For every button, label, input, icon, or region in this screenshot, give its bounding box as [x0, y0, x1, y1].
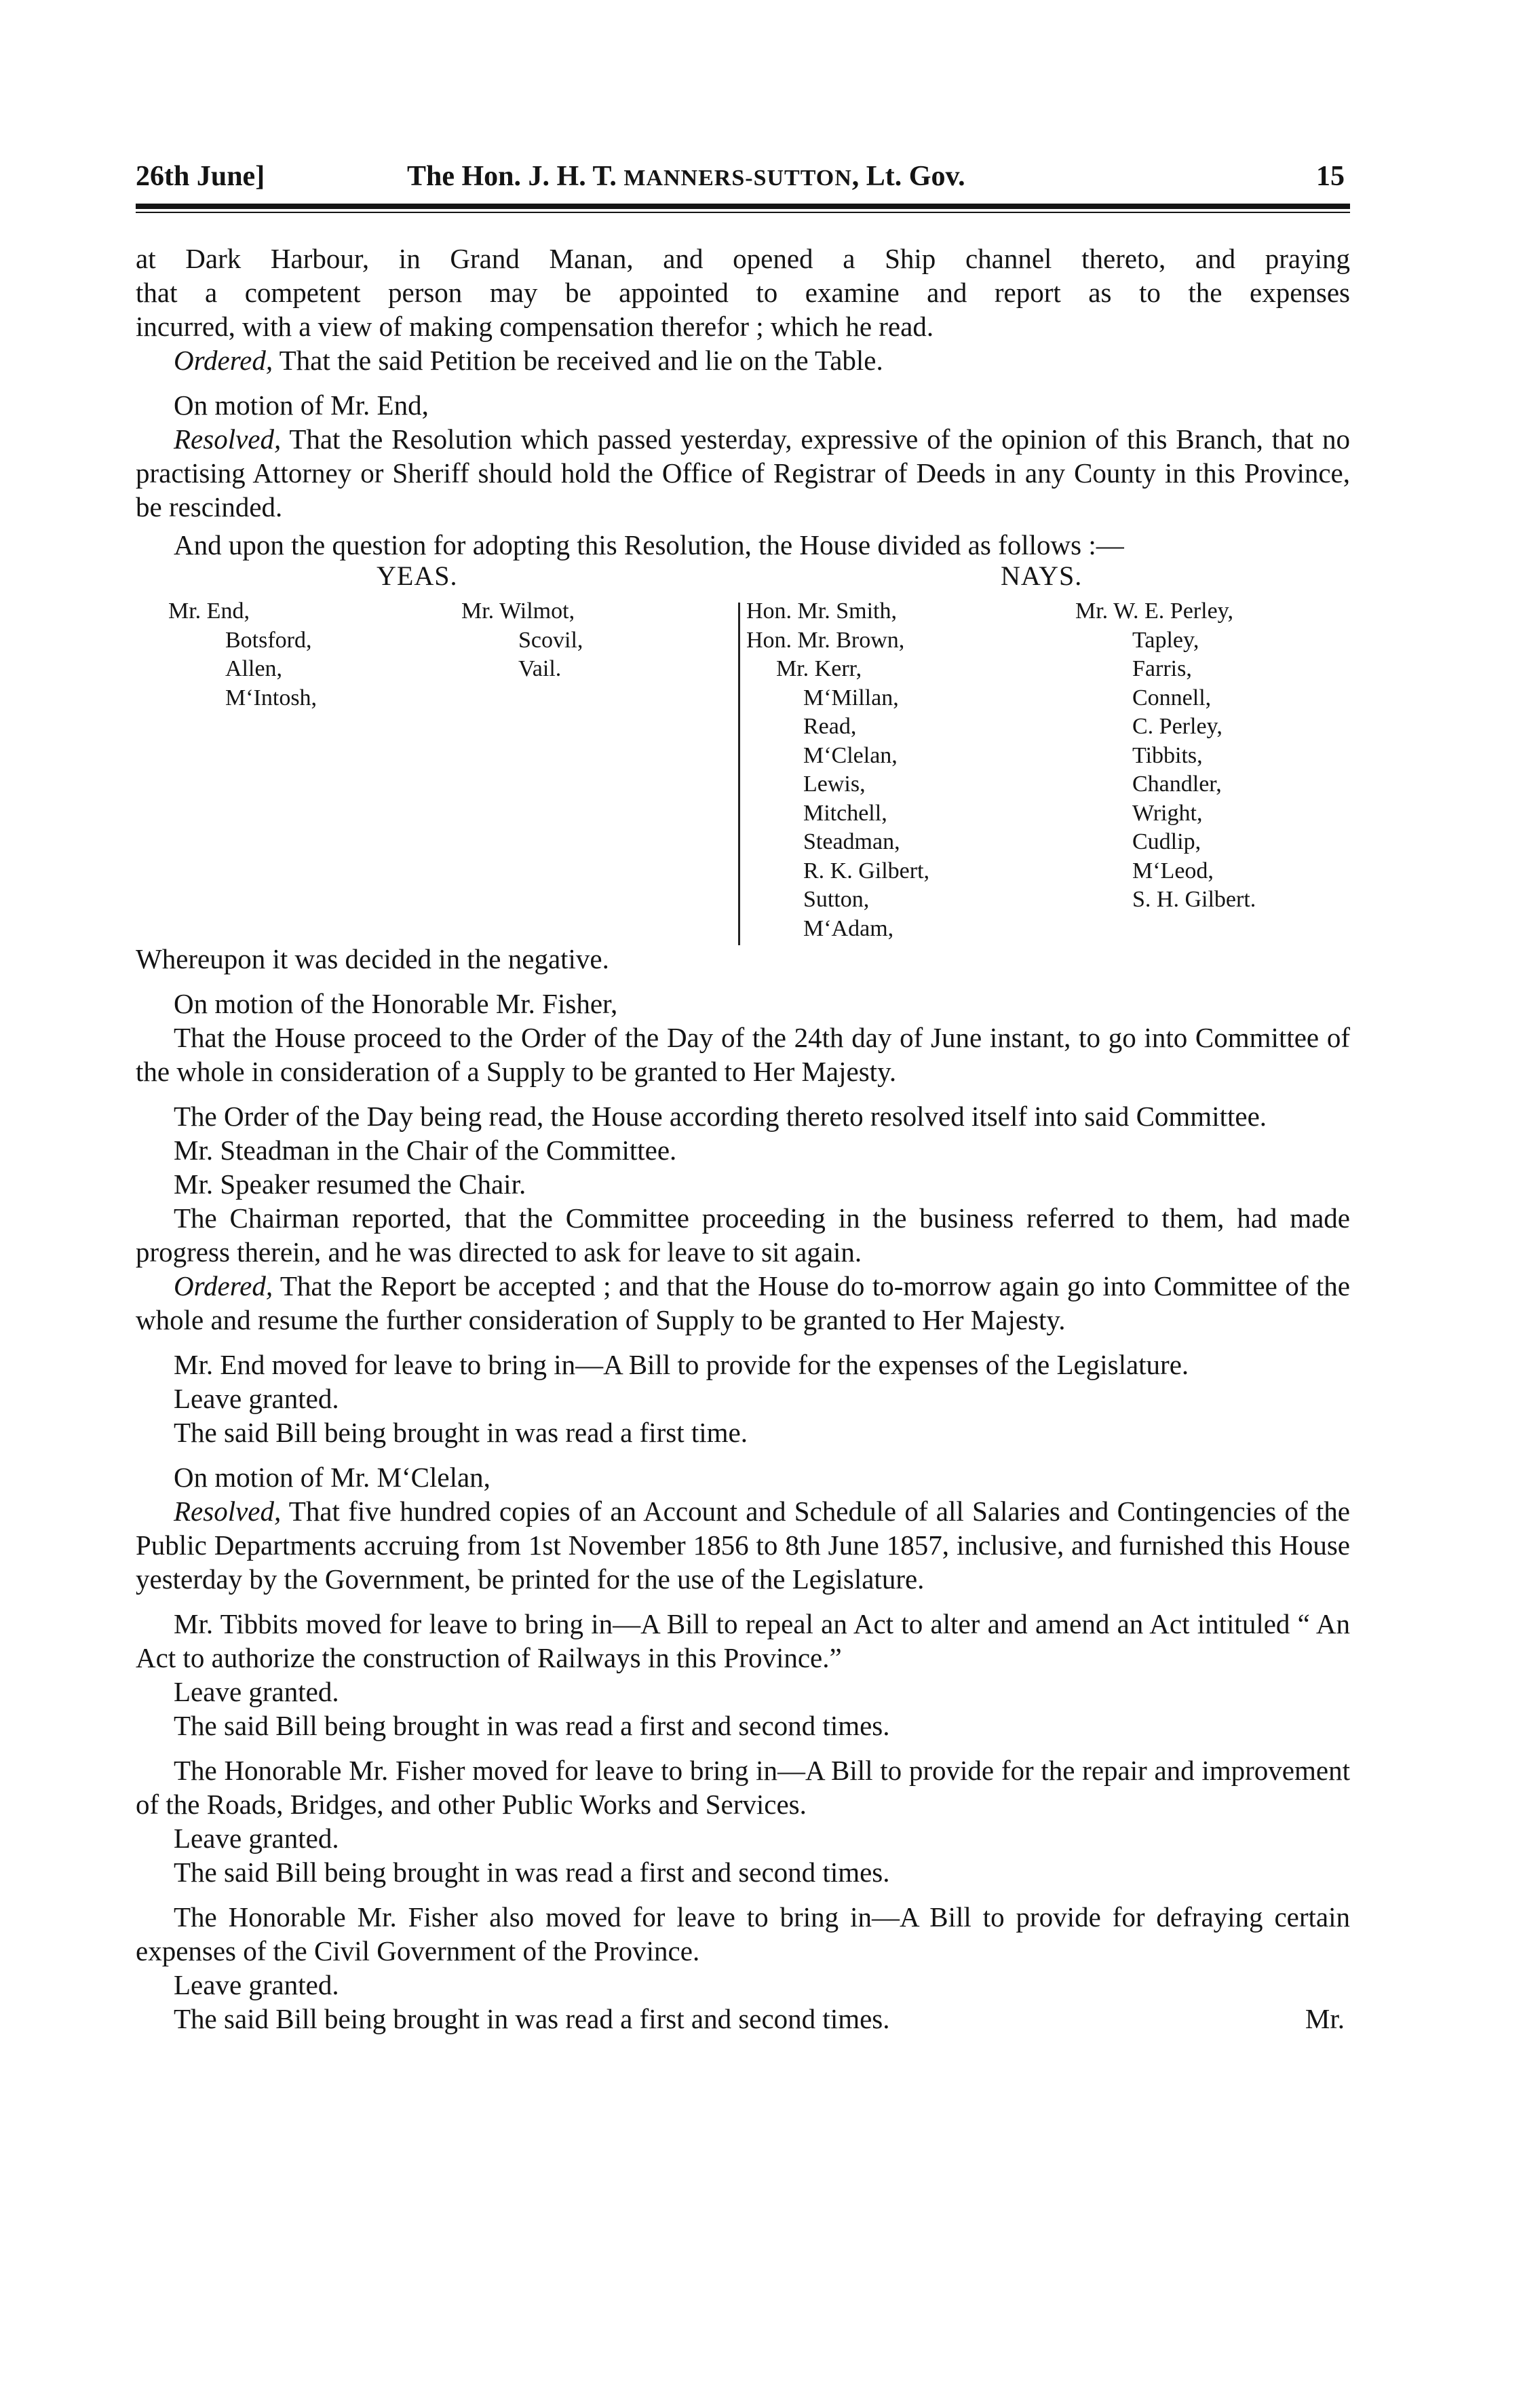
member-name: M‘Millan, [803, 685, 899, 710]
member-name: Read, [803, 714, 857, 739]
paragraph: The said Bill being brought in was read a first and second times. [174, 1710, 890, 1741]
nays-column-2 [1075, 597, 1256, 915]
paragraph [136, 2002, 1350, 2036]
running-header [136, 160, 1350, 201]
paragraph: Mr. Speaker resumed the Chair. [174, 1168, 526, 1200]
member-name: Botsford, [225, 627, 312, 653]
paragraph: On motion of the Honorable Mr. Fisher, [174, 988, 618, 1019]
paragraph [136, 343, 1350, 377]
member-name: M‘Adam, [803, 915, 894, 941]
member-name: Allen, [225, 656, 283, 681]
paragraph: Mr. End moved for leave to bring in—A Bill to provide for the expenses of the Legislature. [174, 1349, 1189, 1380]
paragraph: On motion of Mr. End, [174, 389, 429, 421]
italic-lead: Resolved, [174, 1496, 282, 1527]
member-name: Mitchell, [803, 800, 887, 826]
member-name: C. Perley, [1132, 714, 1223, 739]
header-title [407, 160, 965, 193]
paragraph-line: that a competent person may be appointed to examine and report as to the expenses [136, 277, 1350, 308]
member-name: Cudlip, [1132, 829, 1201, 854]
paragraph: And upon the question for adopting this Resolution, the House divided as follows :— [174, 529, 1124, 560]
member-name: M‘Intosh, [225, 685, 317, 710]
member-name: Mr. End, [168, 598, 250, 624]
paragraph: Mr. Tibbits moved for leave to bring in—A Bill to repeal an Act to alter and amend an Act intituled “ An Act to authorize the construction of Railways in this Province.” [136, 1608, 1350, 1673]
header-title-suffix: , Lt. Gov. [851, 161, 965, 192]
paragraph: That the House proceed to the Order of the Day of the 24th day of June instant, to go into Committee of the whole in consideration of a Supply to be granted to Her Majesty. [136, 1022, 1350, 1087]
paragraph: The said Bill being brought in was read a first time. [174, 1417, 748, 1448]
nays-column-1 [746, 597, 929, 943]
yeas-column-1 [168, 597, 317, 712]
italic-lead: Resolved, [174, 423, 282, 455]
paragraph: On motion of Mr. M‘Clelan, [174, 1462, 490, 1493]
member-name: Scovil, [518, 627, 583, 653]
paragraph: The Order of the Day being read, the House according thereto resolved itself into said Committee. [174, 1101, 1267, 1132]
member-name: Wright, [1132, 800, 1203, 826]
italic-lead: Ordered, [174, 1270, 273, 1301]
paragraph [136, 1494, 1350, 1596]
header-title-name: MANNERS-SUTTON [623, 166, 852, 191]
paragraph [136, 422, 1350, 524]
member-name: Tapley, [1132, 627, 1199, 653]
paragraph: Mr. Steadman in the Chair of the Committee. [174, 1135, 677, 1166]
paragraph-text: That five hundred copies of an Account and Schedule of all Salaries and Contingencies of the Public Departments accruing from 1st November 1856 to 8th June 1857, inclusive, and furnished this House yesterday by the Government, be printed for the use of the Legislature. [136, 1496, 1350, 1595]
member-name: Chandler, [1132, 772, 1222, 797]
paragraph: The Honorable Mr. Fisher moved for leave to bring in—A Bill to provide for the repair and improvement of the Roads, Bridges, and other Public Works and Services. [136, 1755, 1350, 1820]
header-title-prefix: The Hon. J. H. T. [407, 161, 624, 192]
member-name: Hon. Mr. Brown, [746, 627, 905, 653]
paragraph-text: That the Resolution which passed yesterday, expressive of the opinion of this Branch, that no practising Attorney or Sheriff should hold the Office of Registrar of Deeds in any County in this Province, be rescinded. [136, 423, 1350, 522]
member-name: M‘Leod, [1132, 858, 1214, 883]
nays-heading: NAYS. [1001, 560, 1083, 591]
member-name: Lewis, [803, 772, 866, 797]
paragraph-text: The said Bill being brought in was read a first and second times. [174, 2003, 890, 2034]
paragraph-line: at Dark Harbour, in Grand Manan, and opened a Ship channel thereto, and praying [136, 243, 1350, 274]
yeas-heading: YEAS. [377, 560, 458, 591]
paragraph: Leave granted. [174, 1823, 339, 1854]
paragraph: Leave granted. [174, 1676, 339, 1707]
paragraph: Whereupon it was decided in the negative. [136, 943, 609, 974]
yeas-column-2 [461, 597, 583, 684]
paragraph: The Honorable Mr. Fisher also moved for leave to bring in—A Bill to provide for defraying certain expenses of the Civil Government of the Province. [136, 1901, 1350, 1966]
division-list [136, 562, 1350, 942]
header-rule-thick [136, 204, 1350, 209]
division-separator [738, 603, 740, 945]
italic-lead: Ordered, [174, 345, 273, 376]
header-date: 26th June] [136, 161, 265, 192]
paragraph: Leave granted. [174, 1383, 339, 1414]
member-name: Connell, [1132, 685, 1212, 710]
member-name: Mr. Wilmot, [461, 598, 575, 624]
member-name: Vail. [518, 656, 562, 681]
member-name: S. H. Gilbert. [1132, 887, 1256, 912]
member-name: Steadman, [803, 829, 900, 854]
paragraph-text: That the said Petition be received and lie on the Table. [273, 345, 883, 376]
paragraph-text: That the Report be accepted ; and that the House do to-morrow again go into Committee of the whole and resume the further consideration of Supply to be granted to Her Majesty. [136, 1270, 1350, 1335]
header-rule-thin [136, 212, 1350, 213]
paragraph: The Chairman reported, that the Committee proceeding in the business referred to them, had made progress therein, and he was directed to ask for leave to sit again. [136, 1202, 1350, 1268]
paragraph: The said Bill being brought in was read a first and second times. [174, 1857, 890, 1888]
member-name: R. K. Gilbert, [803, 858, 930, 883]
member-name: M‘Clelan, [803, 742, 898, 768]
member-name: Farris, [1132, 656, 1192, 681]
paragraph: Leave granted. [174, 1969, 339, 2000]
member-name: Mr. W. E. Perley, [1075, 598, 1233, 624]
catchword: Mr. [1305, 2003, 1345, 2034]
member-name: Sutton, [803, 887, 870, 912]
page-body [136, 242, 1350, 2036]
paragraph-line: incurred, with a view of making compensation therefor ; which he read. [136, 311, 934, 342]
member-name: Mr. Kerr, [776, 656, 862, 681]
page-number: 15 [1316, 161, 1345, 192]
paragraph [136, 1269, 1350, 1337]
member-name: Tibbits, [1132, 742, 1203, 768]
member-name: Hon. Mr. Smith, [746, 598, 897, 624]
